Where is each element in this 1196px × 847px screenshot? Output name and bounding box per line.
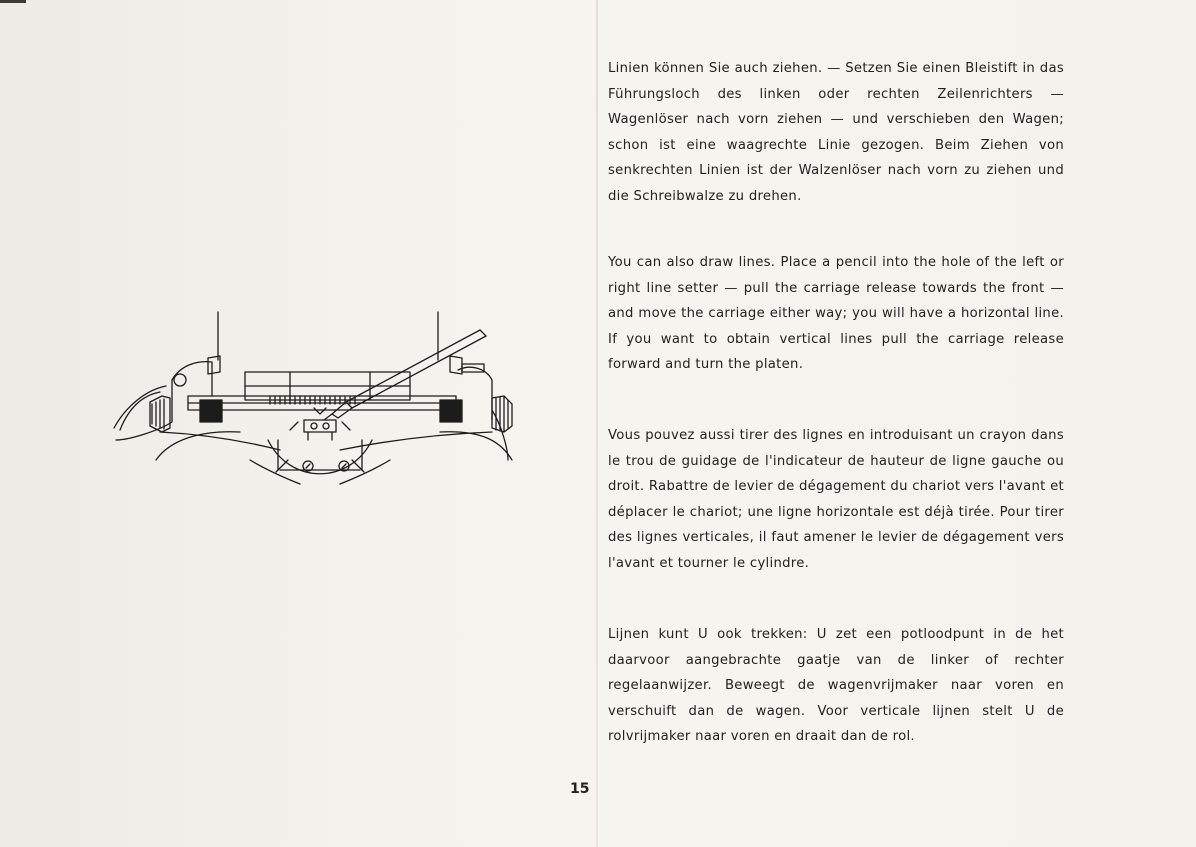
paragraph-text-french: Vous pouvez aussi tirer des lignes en introduisant un crayon dans le trou de guidage de l'indicateur de hauteur de ligne gauche ou droit. Rabattre de levier de dégagement du chariot vers l'avant et déplacer le chariot; une ligne horizontale est déjà tirée. Pour tirer des lignes verticales, il faut amener le levier de dégagement vers l'avant et tourner le cylindre. — [608, 428, 1064, 571]
instruction-paragraph-french — [608, 423, 1064, 577]
instruction-paragraph-dutch — [608, 622, 1064, 750]
paragraph-text-english: You can also draw lines. Place a pencil into the hole of the left or right line setter — pull the carriage release towards the front — and move the carriage either way; you will have a horizontal line. If you want to obtain vertical lines pull the carriage release forward and turn the platen. — [608, 255, 1064, 373]
corner-mark — [0, 0, 26, 3]
paragraph-text-german: Linien können Sie auch ziehen. — Setzen Sie einen Bleistift in das Führungsloch des linken oder rechten Zeilenrichters — Wagenlöser nach vorn ziehen — und verschieben den Wagen; schon ist eine waagrechte Linie gezogen. Beim Ziehen von senkrechten Linien ist der Walzenlöser nach vorn zu ziehen und die Schreibwalze zu drehen. — [608, 61, 1064, 204]
instruction-paragraph-german — [608, 56, 1064, 210]
paragraph-text-dutch: Lijnen kunt U ook trekken: U zet een potloodpunt in de het daarvoor aangebrachte gaatje van de linker of rechter regelaanwijzer. Beweegt de wagenvrijmaker naar voren en verschuift dan de wagen. Voor verticale lijnen stelt U de rolvrijmaker naar voren en draait dan de rol. — [608, 627, 1064, 745]
page-number: 15 — [570, 781, 590, 797]
typewriter-pencil-illustration — [100, 300, 530, 500]
instruction-paragraph-english — [608, 250, 1064, 378]
page-gutter — [596, 0, 598, 847]
